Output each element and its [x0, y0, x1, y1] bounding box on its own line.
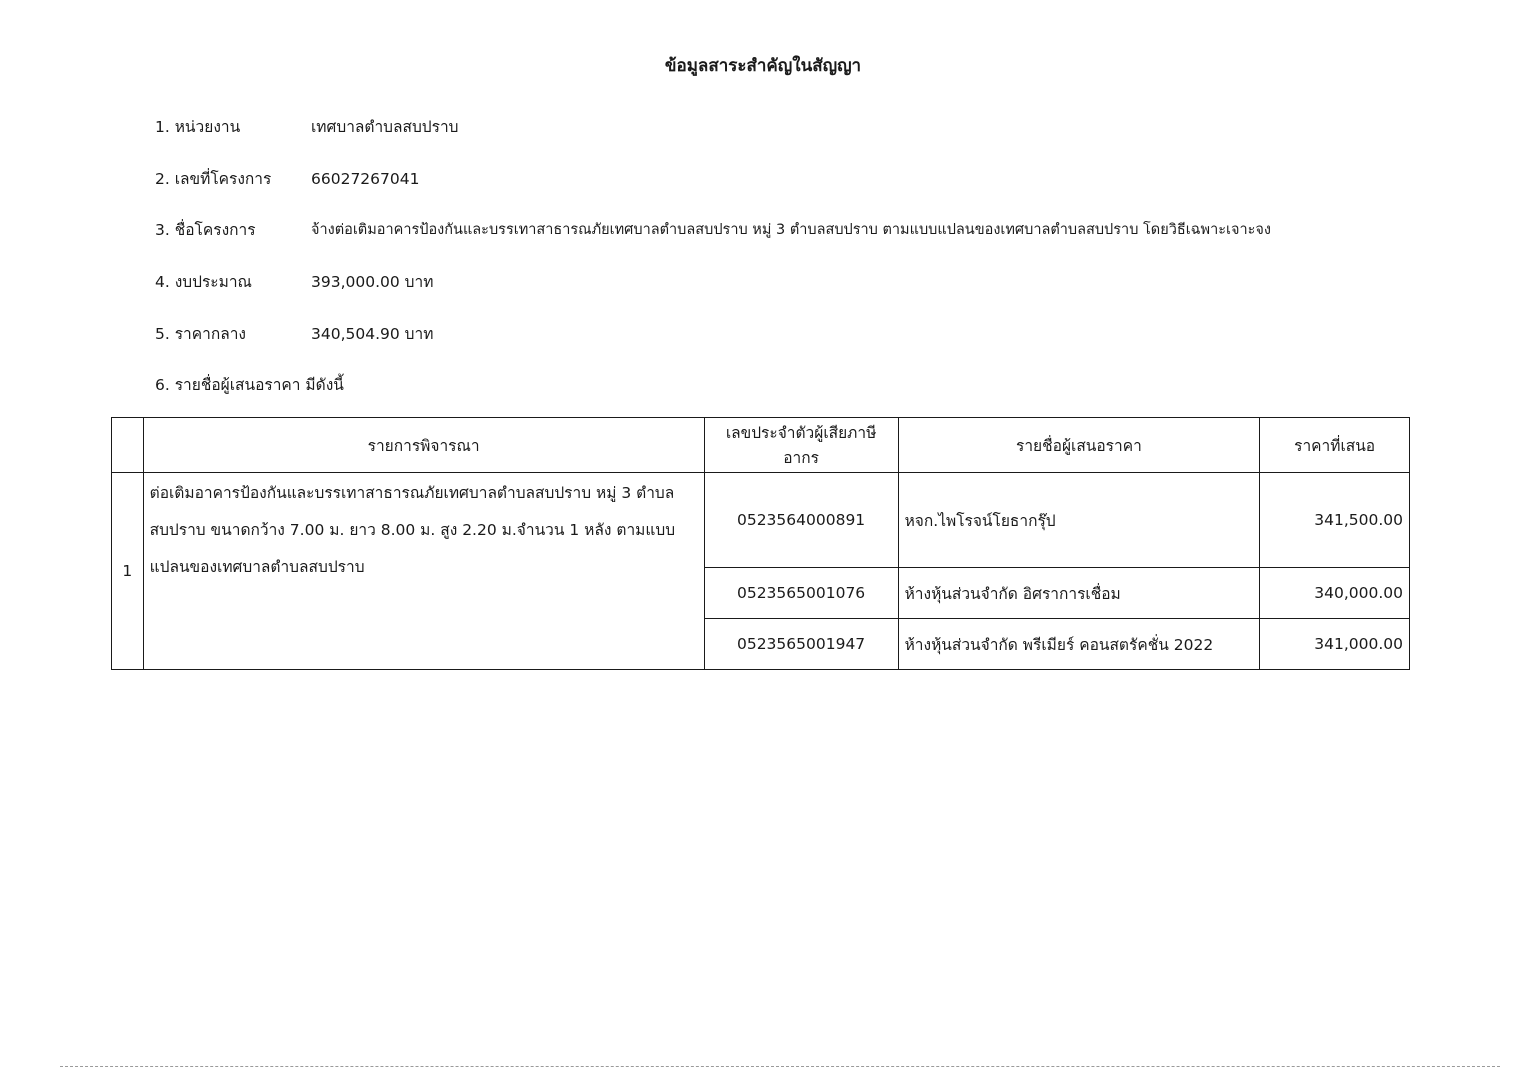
- bid-table: [111, 417, 1410, 670]
- bid-price: 341,500.00: [1260, 473, 1410, 568]
- info-value: 340,504.90 บาท: [311, 325, 434, 343]
- page-title: ข้อมูลสาระสำคัญในสัญญา: [664, 56, 862, 76]
- header-item: รายการพิจารณา: [143, 418, 704, 473]
- info-value: จ้างต่อเติมอาคารป้องกันและบรรเทาสาธารณภัยเทศบาลตำบลสบปราบ หมู่ 3 ตำบลสบปราบ ตามแบบแปลนของเทศบาลตำบลสบปราบ โดยวิธีเฉพาะเจาะจง: [311, 222, 1271, 238]
- bid-tax-id: 0523565001076: [704, 568, 898, 619]
- info-label: 6. รายชื่อผู้เสนอราคา มีดังนี้: [155, 376, 344, 394]
- table-row: [112, 473, 1410, 568]
- info-label: 5. ราคากลาง: [155, 325, 246, 343]
- info-label: 3. ชื่อโครงการ: [155, 221, 256, 239]
- header-bidder: รายชื่อผู้เสนอราคา: [898, 418, 1260, 473]
- bid-price: 340,000.00: [1260, 568, 1410, 619]
- info-value: เทศบาลตำบลสบปราบ: [311, 118, 459, 136]
- scan-edge-line: [60, 1066, 1500, 1067]
- bid-tax-id: 0523565001947: [704, 619, 898, 670]
- bid-price: 341,000.00: [1260, 619, 1410, 670]
- info-value: 66027267041: [311, 170, 420, 188]
- header-price: ราคาที่เสนอ: [1260, 418, 1410, 473]
- item-description: ต่อเติมอาคารป้องกันและบรรเทาสาธารณภัยเทศบาลตำบลสบปราบ หมู่ 3 ตำบลสบปราบ ขนาดกว้าง 7.00 ม. ยาว 8.00 ม. สูง 2.20 ม.จำนวน 1 หลัง ตามแบบแปลนของเทศบาลตำบลสบปราบ: [143, 473, 704, 670]
- bid-bidder: ห้างหุ้นส่วนจำกัด พรีเมียร์ คอนสตรัคชั่น 2022: [898, 619, 1260, 670]
- header-no: [112, 418, 144, 473]
- header-tax-id: เลขประจำตัวผู้เสียภาษีอากร: [704, 418, 898, 473]
- bid-tax-id: 0523564000891: [704, 473, 898, 568]
- bid-bidder: ห้างหุ้นส่วนจำกัด อิศราการเชื่อม: [898, 568, 1260, 619]
- table-header-row: [112, 418, 1410, 473]
- info-label: 1. หน่วยงาน: [155, 118, 241, 136]
- info-value: 393,000.00 บาท: [311, 273, 434, 291]
- bid-bidder: หจก.ไพโรจน์โยธากรุ๊ป: [898, 473, 1260, 568]
- item-number: 1: [112, 473, 144, 670]
- info-label: 2. เลขที่โครงการ: [155, 170, 272, 188]
- info-label: 4. งบประมาณ: [155, 273, 252, 291]
